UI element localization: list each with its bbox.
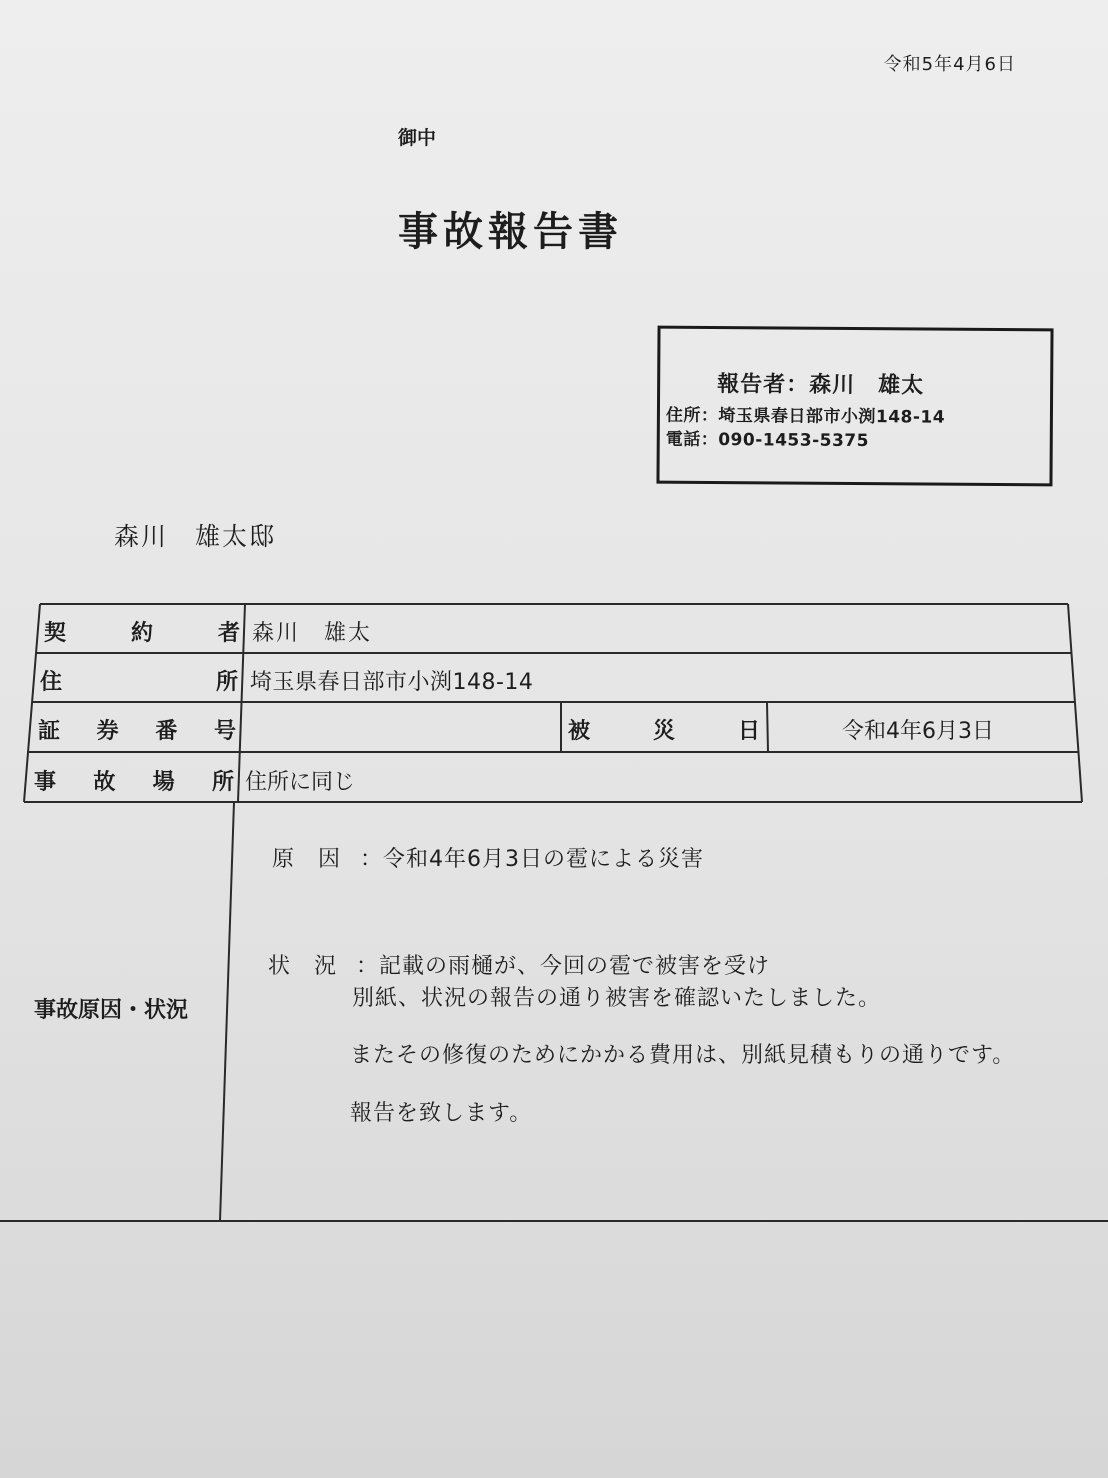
report-date: 令和5年4月6日 xyxy=(883,54,1016,75)
residence-name: 森川 雄太邸 xyxy=(114,522,277,551)
situation-text: ：記載の雨樋が、今回の雹で被害を受け xyxy=(355,954,770,979)
cause-label: 原 因 xyxy=(271,847,341,872)
document-title: 事故報告書 xyxy=(398,209,623,255)
reporter-name: 報告者：森川 雄太 xyxy=(717,372,925,399)
reporter-phone: 電話：090-1453-5375 xyxy=(665,429,870,452)
value-damage-date: 令和4年6月3日 xyxy=(842,719,994,744)
situation-line-4: 報告を致します。 xyxy=(350,1101,533,1126)
value-accident-location: 住所に同じ xyxy=(245,770,356,795)
reporter-address: 住所：埼玉県春日部市小渕148-14 xyxy=(665,405,946,428)
addressee: 御中 xyxy=(398,127,437,149)
label-accident-location: 事 故 場 所 xyxy=(34,770,234,795)
cause-line xyxy=(240,817,704,898)
situation-label: 状 況 xyxy=(267,954,337,979)
value-contractor: 森川 雄太 xyxy=(252,621,373,646)
label-cause-situation: 事故原因・状況 xyxy=(34,998,189,1023)
label-address: 住 所 xyxy=(40,670,238,695)
cause-text: ：令和4年6月3日の雹による災害 xyxy=(359,847,704,872)
situation-line-3: またその修復のためにかかる費用は、別紙見積もりの通りです。 xyxy=(350,1043,1016,1068)
value-address: 埼玉県春日部市小渕148-14 xyxy=(250,670,534,695)
label-damage-date: 被 災 日 xyxy=(568,719,760,744)
situation-line-2: 別紙、状況の報告の通り被害を確認いたしました。 xyxy=(352,986,882,1011)
label-contractor: 契 約 者 xyxy=(44,621,240,646)
label-policy-number: 証 券 番 号 xyxy=(38,719,236,744)
